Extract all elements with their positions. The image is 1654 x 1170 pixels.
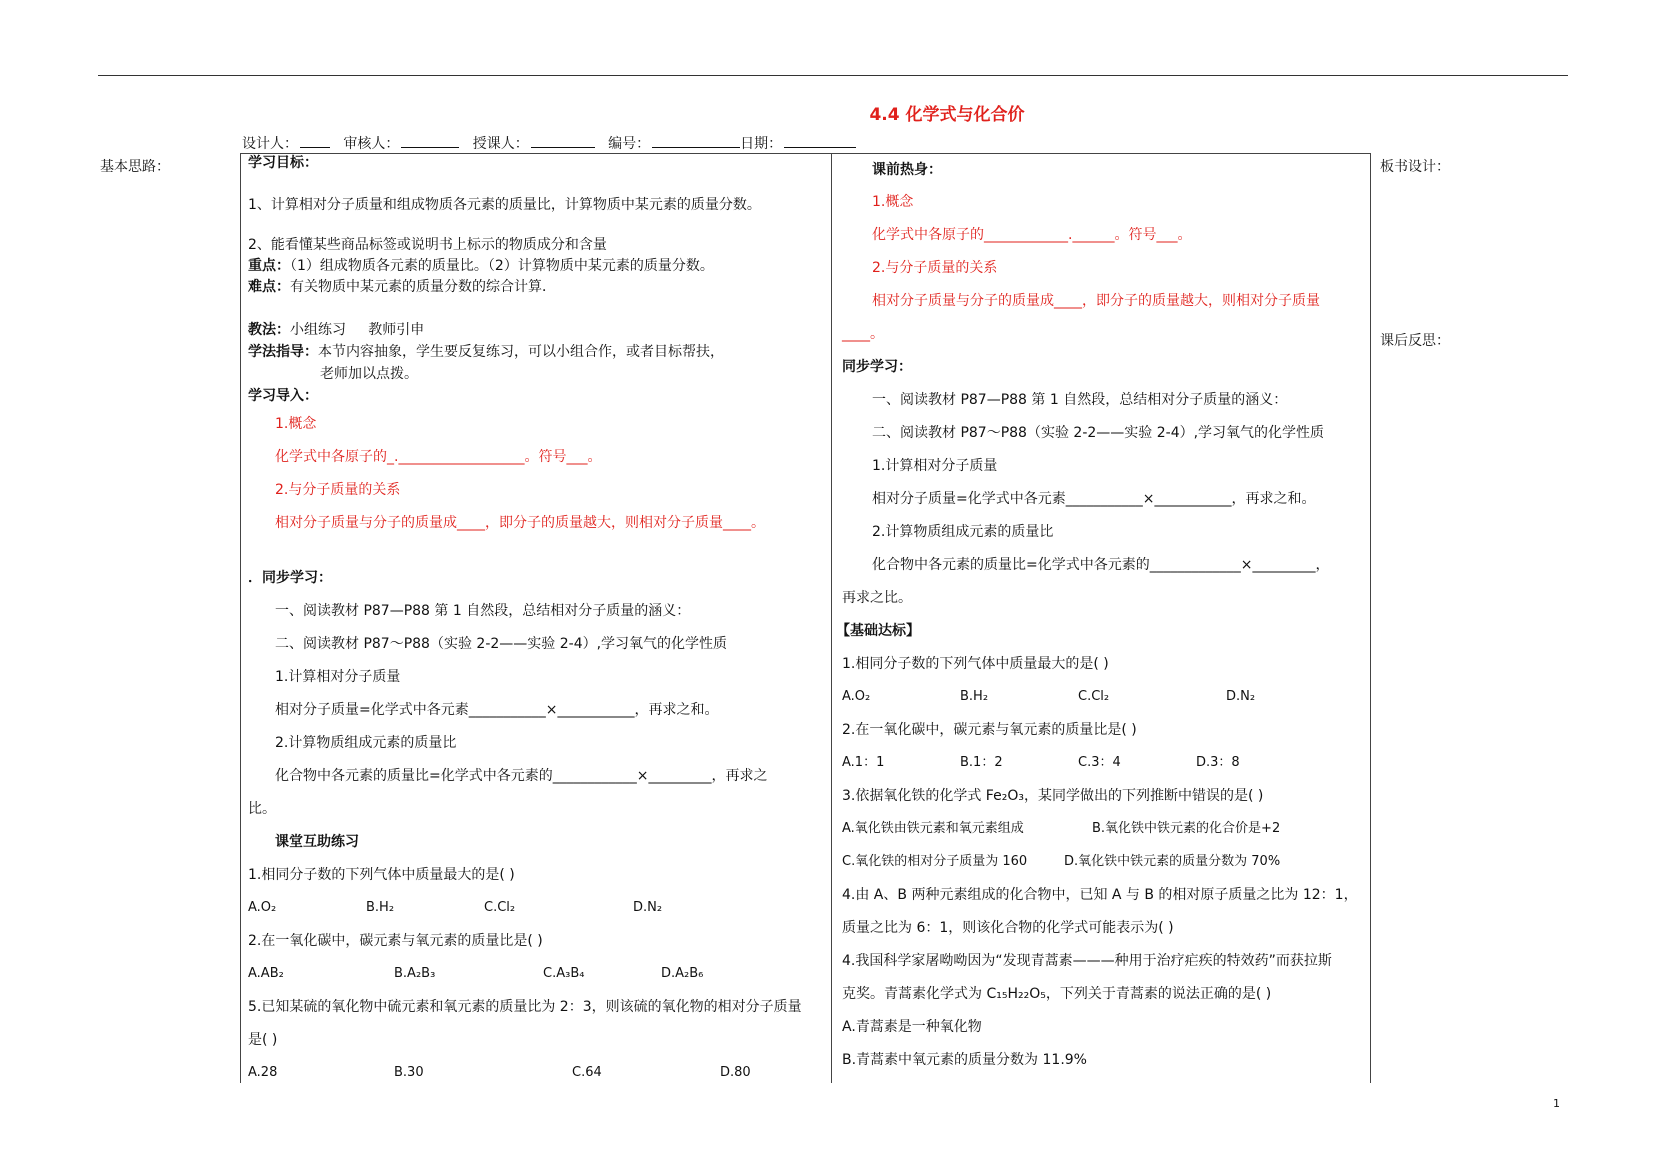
intro-heading: 学习导入： xyxy=(248,388,318,404)
basic-q1-b: B.H₂ xyxy=(960,689,989,704)
basic-q4b-b: B.青蒿素中氧元素的质量分数为 11.9% xyxy=(842,1052,1087,1068)
practice-q1-c: C.Cl₂ xyxy=(484,900,516,915)
basic-q3: 3.依据氧化铁的化学式 Fe₂O₃，某同学做出的下列推断中错误的是( ) xyxy=(842,788,1264,804)
teaching-method-text: 小组练习 教师引申 xyxy=(290,322,425,338)
calc-mass-heading: 1.计算相对分子质量 xyxy=(275,669,401,685)
practice-q2: 2.在一氧化碳中，碳元素与氧元素的质量比是( ) xyxy=(248,933,543,949)
warmup-relation: 2.与分子质量的关系 xyxy=(872,260,998,276)
teacher-label: 授课人： xyxy=(472,136,529,152)
basic-q2-a: A.1：1 xyxy=(842,755,885,770)
goal-1: 1、计算相对分子质量和组成物质各元素的质量比，计算物质中某元素的质量分数。 xyxy=(248,197,761,213)
table-middle-line xyxy=(831,153,832,1083)
top-rule xyxy=(98,75,1568,76)
page-title: 4.4 化学式与化合价 xyxy=(869,105,1025,125)
teaching-method-label: 教法： xyxy=(248,322,290,338)
right-calc-mass-formula: 相对分子质量=化学式中各元素___________×___________，再求之和。 xyxy=(872,491,1316,507)
study-guide-label: 学法指导： xyxy=(248,344,318,360)
class-practice-heading: 课堂互助练习 xyxy=(275,834,359,850)
practice-q5-d: D.80 xyxy=(720,1065,751,1080)
basic-q4: 4.由 A、B 两种元素组成的化合物中，已知 A 与 B 的相对原子质量之比为 12：1， xyxy=(842,887,1358,903)
right-sync-read-2: 二、阅读教材 P87～P88（实验 2-2——实验 2-4）,学习氧气的化学性质 xyxy=(872,425,1325,441)
practice-q5-b: B.30 xyxy=(394,1065,424,1080)
basic-q3-d: D.氧化铁中铁元素的质量分数为 70% xyxy=(1064,854,1281,869)
basic-q4-cont: 质量之比为 6：1，则该化合物的化学式可能表示为( ) xyxy=(842,920,1174,936)
teaching-method xyxy=(248,320,424,340)
designer-label: 设计人： xyxy=(242,136,298,152)
practice-q5-a: A.28 xyxy=(248,1065,278,1080)
basic-standard-heading: 【基础达标】 xyxy=(836,623,920,639)
key-point-text: （1）组成物质各元素的质量比。（2）计算物质中某元素的质量分数。 xyxy=(290,258,714,274)
basic-q1-d: D.N₂ xyxy=(1226,689,1256,704)
page-number: 1 xyxy=(1553,1097,1560,1110)
sync-read-1: 一、阅读教材 P87—P88 第 1 自然段，总结相对分子质量的涵义： xyxy=(275,603,691,619)
basic-q2-b: B.1：2 xyxy=(960,755,1003,770)
basic-q1-a: A.O₂ xyxy=(842,689,871,704)
right-sync-heading: 同步学习： xyxy=(842,359,912,375)
table-left-line xyxy=(240,153,241,1083)
warmup-concept: 1.概念 xyxy=(872,194,914,210)
warmup-relation-cont: ____。 xyxy=(842,326,884,342)
right-calc-mass-heading: 1.计算相对分子质量 xyxy=(872,458,998,474)
reflection-label: 课后反思： xyxy=(1380,333,1450,349)
table-right-line xyxy=(1370,153,1371,1083)
study-guide-cont: 老师加以点拨。 xyxy=(320,366,418,382)
practice-q2-c: C.A₃B₄ xyxy=(543,966,585,981)
calc-ratio-heading: 2.计算物质组成元素的质量比 xyxy=(275,735,457,751)
basic-q2: 2.在一氧化碳中，碳元素与氧元素的质量比是( ) xyxy=(842,722,1137,738)
warmup-relation-line: 相对分子质量与分子的质量成____，即分子的质量越大，则相对分子质量 xyxy=(872,293,1320,309)
board-design-label: 板书设计： xyxy=(1380,159,1450,175)
reviewer-label: 审核人： xyxy=(343,136,400,152)
basic-q1: 1.相同分子数的下列气体中质量最大的是( ) xyxy=(842,656,1109,672)
basic-q3-b: B.氧化铁中铁元素的化合价是+2 xyxy=(1092,821,1281,836)
teacher-blank xyxy=(531,135,595,148)
practice-q5: 5.已知某硫的氧化物中硫元素和氧元素的质量比为 2：3，则该硫的氧化物的相对分子质量 xyxy=(248,999,802,1015)
number-blank xyxy=(652,135,740,148)
basic-q3-c: C.氧化铁的相对分子质量为 160 xyxy=(842,854,1028,869)
basic-q2-d: D.3：8 xyxy=(1196,755,1240,770)
practice-q2-a: A.AB₂ xyxy=(248,966,284,981)
practice-q5-c: C.64 xyxy=(572,1065,602,1080)
concept-heading: 1.概念 xyxy=(275,416,317,432)
practice-q2-b: B.A₂B₃ xyxy=(394,966,436,981)
practice-q1: 1.相同分子数的下列气体中质量最大的是( ) xyxy=(248,867,515,883)
difficulty-label: 难点： xyxy=(248,279,290,295)
date-label: 日期： xyxy=(740,136,783,152)
warmup-concept-line: 化学式中各原子的____________.______。符号___。 xyxy=(872,227,1192,243)
basic-q2-c: C.3：4 xyxy=(1078,755,1121,770)
basic-q4b: 4.我国科学家屠呦呦因为“发现青蒿素———种用于治疗疟疾的特效药”而获拉斯 xyxy=(842,953,1332,969)
right-sync-read-1: 一、阅读教材 P87—P88 第 1 自然段，总结相对分子质量的涵义： xyxy=(872,392,1288,408)
difficulty-text: 有关物质中某元素的质量分数的综合计算． xyxy=(290,279,556,295)
basic-q1-c: C.Cl₂ xyxy=(1078,689,1110,704)
right-calc-ratio-formula: 化合物中各元素的质量比=化学式中各元素的_____________×_________， xyxy=(872,557,1330,573)
date-blank xyxy=(784,135,856,148)
sync-read-2: 二、阅读教材 P87～P88（实验 2-2——实验 2-4）,学习氧气的化学性质 xyxy=(275,636,728,652)
number-label: 编号： xyxy=(608,136,651,152)
reviewer-blank xyxy=(401,135,459,148)
practice-q1-a: A.O₂ xyxy=(248,900,277,915)
credits-line xyxy=(242,133,856,153)
practice-q1-b: B.H₂ xyxy=(366,900,395,915)
right-calc-ratio-cont: 再求之比。 xyxy=(842,590,912,606)
key-point-label: 重点： xyxy=(248,258,290,274)
warmup-heading: 课前热身： xyxy=(872,162,942,178)
study-guide-text: 本节内容抽象，学生要反复练习，可以小组合作，或者目标帮扶， xyxy=(318,344,724,360)
calc-ratio-cont: 比。 xyxy=(248,801,276,817)
right-calc-ratio-heading: 2.计算物质组成元素的质量比 xyxy=(872,524,1054,540)
relation-line: 相对分子质量与分子的质量成____，即分子的质量越大，则相对分子质量____。 xyxy=(275,515,765,531)
basic-q4b-cont: 克奖。青蒿素化学式为 C₁₅H₂₂O₅，下列关于青蒿素的说法正确的是( ) xyxy=(842,986,1272,1002)
sync-study-heading: ．同步学习： xyxy=(248,570,332,586)
difficulty xyxy=(248,277,556,297)
practice-q2-d: D.A₂B₆ xyxy=(661,966,704,981)
basic-q3-a: A.氧化铁由铁元素和氧元素组成 xyxy=(842,821,1024,836)
relation-heading: 2.与分子质量的关系 xyxy=(275,482,401,498)
calc-ratio-formula: 化合物中各元素的质量比=化学式中各元素的____________×_________，再求之 xyxy=(275,768,768,784)
concept-line: 化学式中各原子的_.__________________。符号___。 xyxy=(275,449,602,465)
learning-goals-heading: 学习目标： xyxy=(248,155,318,171)
study-guide xyxy=(248,342,724,362)
calc-mass-formula: 相对分子质量=化学式中各元素___________×___________，再求之和。 xyxy=(275,702,719,718)
practice-q1-d: D.N₂ xyxy=(633,900,663,915)
basic-idea-label: 基本思路： xyxy=(100,159,170,175)
designer-blank xyxy=(300,135,330,148)
practice-q5-cont: 是( ) xyxy=(248,1032,278,1048)
goal-2: 2、能看懂某些商品标签或说明书上标示的物质成分和含量 xyxy=(248,237,607,253)
key-point xyxy=(248,256,714,276)
basic-q4b-a: A.青蒿素是一种氧化物 xyxy=(842,1019,982,1035)
table-top-line xyxy=(240,153,1370,154)
